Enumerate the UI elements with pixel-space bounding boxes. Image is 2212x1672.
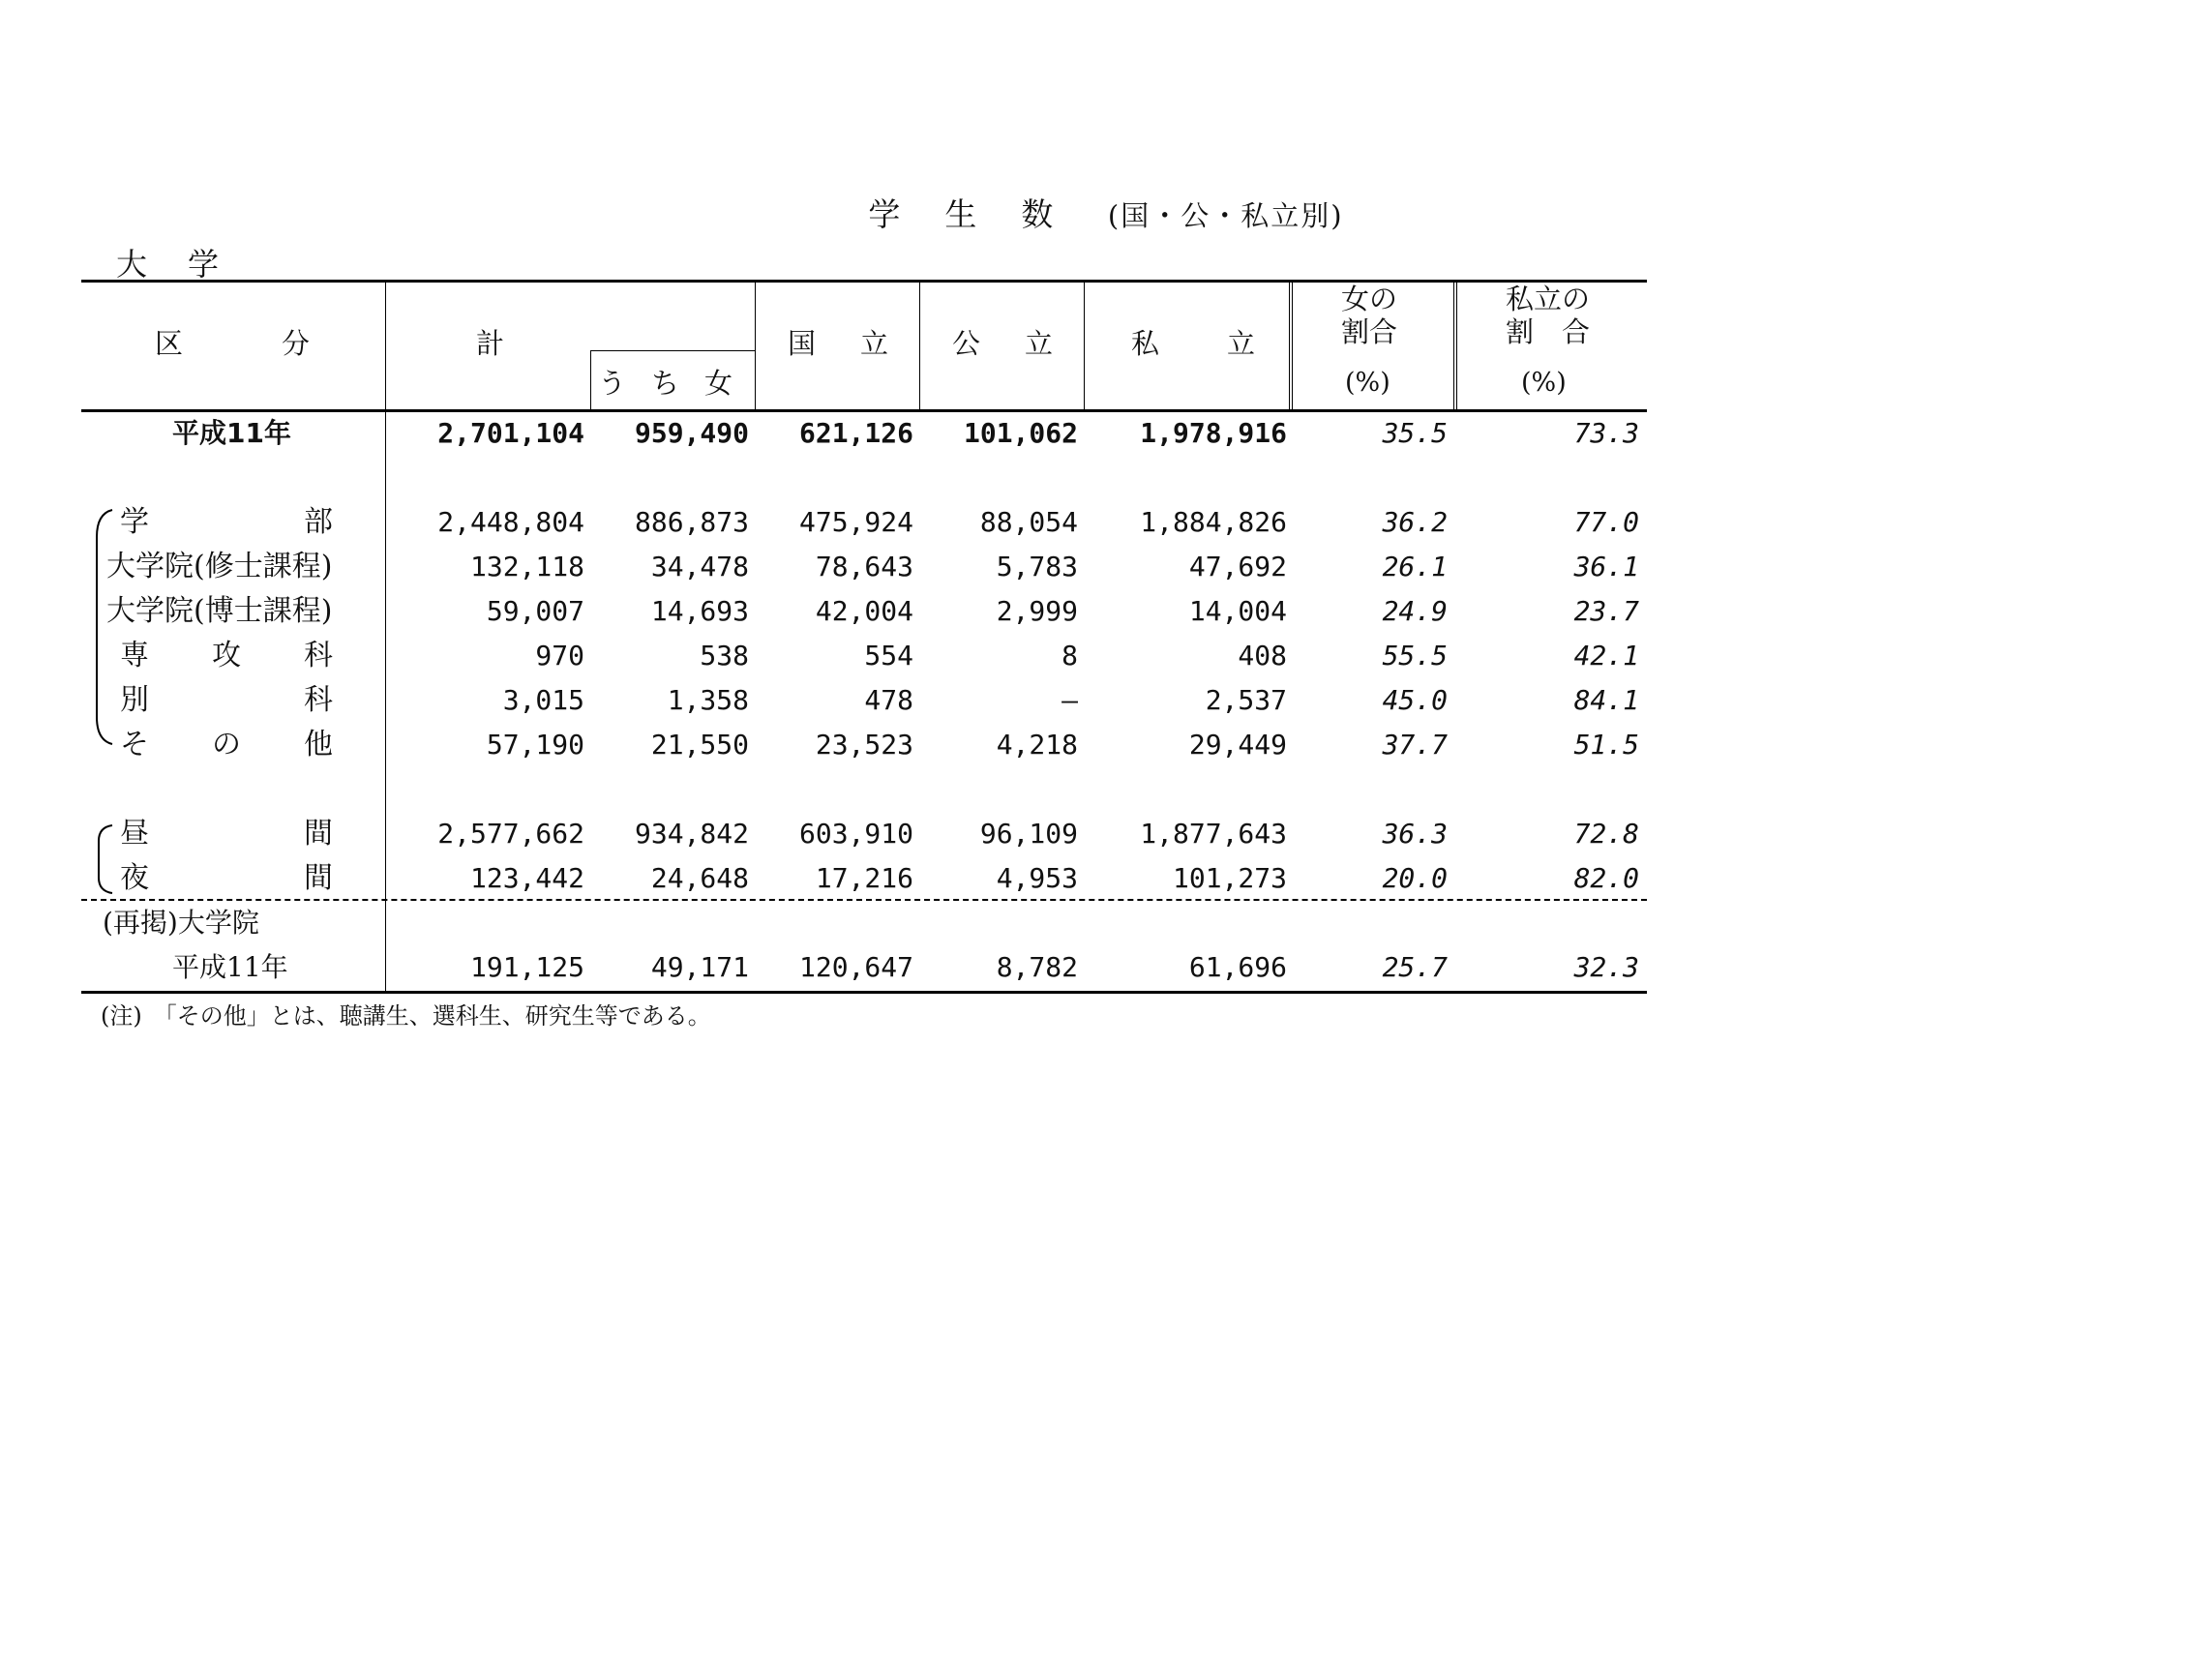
cell-shiritsu-ratio: 36.1 (1573, 551, 1639, 582)
cell-uchi-onna: 886,873 (634, 506, 749, 538)
cell-kouritsu: — (1061, 684, 1078, 716)
cell-kei: 132,118 (469, 551, 584, 582)
header-kei: 計 (476, 327, 505, 360)
cell-kokuritsu: 603,910 (798, 818, 913, 850)
reprint-label1: (再掲)大学院 (103, 907, 259, 939)
cell-shiritsu-ratio: 42.1 (1573, 640, 1639, 672)
cell-shiritsu-ratio: 77.0 (1573, 506, 1639, 538)
section-subtitle: 大学 (116, 246, 260, 283)
cell-shiritsu: 29,449 (1188, 729, 1287, 761)
footnote: (注) 「その他」とは、聴講生、選科生、研究生等である。 (101, 1002, 711, 1030)
row-label-gakubu: 学 部 (120, 505, 333, 539)
header-onna-ratio-line1: 女の (1341, 283, 1398, 315)
cell-uchi-onna: 538 (700, 640, 749, 672)
header-shiritsu-ratio-line1: 私立の (1506, 283, 1591, 315)
header-bottom-rule (81, 409, 1647, 412)
cell-onna-ratio: 45.0 (1382, 684, 1448, 716)
page-title (0, 190, 2212, 235)
cell-kouritsu: 8,782 (996, 951, 1078, 983)
cell-shiritsu-ratio: 32.3 (1573, 951, 1639, 983)
cell-kokuritsu: 621,126 (798, 417, 913, 449)
reprint-separator-rule (81, 899, 1647, 901)
cell-kokuritsu: 78,643 (815, 551, 913, 582)
cell-kei: 2,448,804 (437, 506, 584, 538)
group2-brace (87, 823, 116, 895)
ratio-divider (1453, 280, 1457, 410)
cell-onna-ratio: 36.2 (1382, 506, 1448, 538)
uchi-onna-top-rule (590, 350, 755, 351)
title-sub: (国・公・私立別) (1107, 199, 1344, 232)
cell-kei: 123,442 (469, 862, 584, 894)
cell-shiritsu-ratio: 23.7 (1573, 595, 1639, 627)
cell-shiritsu: 101,273 (1172, 862, 1287, 894)
row-label-chuukan: 昼 間 (120, 817, 333, 851)
cell-onna-ratio: 20.0 (1382, 862, 1448, 894)
cell-shiritsu: 14,004 (1188, 595, 1287, 627)
cell-kokuritsu: 42,004 (815, 595, 913, 627)
cell-uchi-onna: 959,490 (634, 417, 749, 449)
cell-kouritsu: 4,218 (996, 729, 1078, 761)
group1-brace (87, 508, 116, 746)
row-label-yakan: 夜 間 (120, 861, 333, 895)
cell-kouritsu: 4,953 (996, 862, 1078, 894)
header-onna-ratio-pct: (%) (1345, 368, 1390, 398)
cell-kokuritsu: 17,216 (815, 862, 913, 894)
cell-onna-ratio: 24.9 (1382, 595, 1448, 627)
cell-shiritsu: 1,978,916 (1140, 417, 1287, 449)
cell-kokuritsu: 475,924 (798, 506, 913, 538)
cell-uchi-onna: 934,842 (634, 818, 749, 850)
row-label-shushi: 大学院(修士課程) (106, 550, 333, 583)
total-row-label: 平成11年 (172, 417, 291, 449)
cell-kouritsu: 5,783 (996, 551, 1078, 582)
header-kokuritsu: 国立 (788, 327, 934, 360)
cell-shiritsu: 408 (1238, 640, 1287, 672)
cell-kei: 3,015 (502, 684, 584, 716)
cell-shiritsu-ratio: 82.0 (1573, 862, 1639, 894)
header-kubun: 区 分 (155, 327, 310, 360)
cell-kouritsu: 8 (1061, 640, 1078, 672)
cell-onna-ratio: 55.5 (1382, 640, 1448, 672)
cell-uchi-onna: 1,358 (667, 684, 749, 716)
row-label-sonota: そ の 他 (120, 728, 333, 761)
header-shiritsu-ratio-line2: 割 合 (1506, 315, 1591, 348)
cell-uchi-onna: 24,648 (650, 862, 749, 894)
kubun-divider (385, 280, 386, 994)
cell-shiritsu-ratio: 51.5 (1573, 729, 1639, 761)
cell-kei: 57,190 (486, 729, 584, 761)
cell-kei: 59,007 (486, 595, 584, 627)
table-top-rule (81, 280, 1647, 283)
cell-kouritsu: 101,062 (963, 417, 1078, 449)
row-label-hakushi: 大学院(博士課程) (106, 594, 333, 628)
header-onna-ratio-line2: 割合 (1341, 315, 1398, 348)
header-shiritsu: 私立 (1131, 327, 1324, 360)
reprint-label2: 平成11年 (172, 951, 288, 983)
cell-uchi-onna: 49,171 (650, 951, 749, 983)
students-table (81, 280, 1647, 994)
table-bottom-rule (81, 991, 1647, 994)
row-label-senkouka: 専 攻 科 (120, 639, 333, 672)
cell-kokuritsu: 23,523 (815, 729, 913, 761)
header-shiritsu-ratio-pct: (%) (1521, 368, 1567, 398)
cell-onna-ratio: 36.3 (1382, 818, 1448, 850)
uchi-onna-left-rule (590, 350, 591, 410)
cell-onna-ratio: 26.1 (1382, 551, 1448, 582)
cell-uchi-onna: 21,550 (650, 729, 749, 761)
cell-kouritsu: 96,109 (979, 818, 1078, 850)
cell-shiritsu: 61,696 (1188, 951, 1287, 983)
cell-kei: 191,125 (469, 951, 584, 983)
cell-kokuritsu: 120,647 (798, 951, 913, 983)
cell-kei: 970 (535, 640, 584, 672)
cell-shiritsu-ratio: 73.3 (1573, 417, 1639, 449)
cell-onna-ratio: 35.5 (1382, 417, 1448, 449)
cell-kokuritsu: 478 (864, 684, 913, 716)
cell-shiritsu-ratio: 72.8 (1573, 818, 1639, 850)
cell-kei: 2,577,662 (437, 818, 584, 850)
cell-shiritsu: 2,537 (1205, 684, 1287, 716)
cell-kouritsu: 2,999 (996, 595, 1078, 627)
header-kouritsu: 公立 (952, 327, 1098, 360)
title-main: 学生数 (868, 195, 1098, 233)
cell-shiritsu: 47,692 (1188, 551, 1287, 582)
cell-uchi-onna: 34,478 (650, 551, 749, 582)
row-label-bekka: 別 科 (120, 683, 333, 717)
cell-shiritsu: 1,884,826 (1140, 506, 1287, 538)
cell-onna-ratio: 25.7 (1382, 951, 1448, 983)
header-uchi-onna: うち女 (598, 367, 759, 400)
cell-shiritsu-ratio: 84.1 (1573, 684, 1639, 716)
cell-uchi-onna: 14,693 (650, 595, 749, 627)
cell-kokuritsu: 554 (864, 640, 913, 672)
cell-onna-ratio: 37.7 (1382, 729, 1448, 761)
cell-kei: 2,701,104 (437, 417, 584, 449)
cell-shiritsu: 1,877,643 (1140, 818, 1287, 850)
cell-kouritsu: 88,054 (979, 506, 1078, 538)
